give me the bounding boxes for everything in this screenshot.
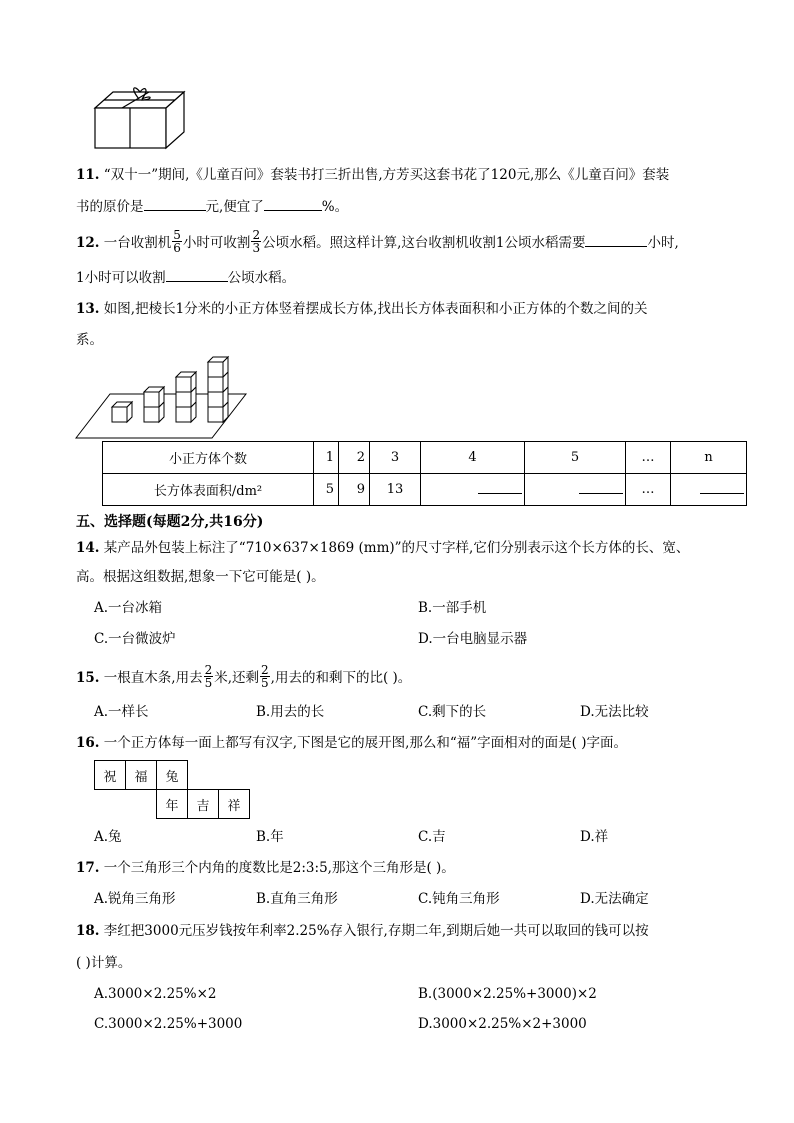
answer-cell-4[interactable] (421, 474, 525, 506)
question-17-line1 (76, 858, 455, 878)
table-cell: 5 (525, 442, 626, 474)
question-text: 一个正方体每一面上都写有汉字,下图是它的展开图,那么和“福”字面相对的面是( )字面。 (103, 735, 628, 751)
option-a[interactable]: A.锐角三角形 (94, 891, 176, 907)
net-face: 吉 (188, 790, 219, 819)
question-number: 11. (76, 167, 100, 183)
cube-front-face (176, 392, 191, 407)
question-15-line1 (76, 663, 412, 691)
cube-surface-area-table (102, 441, 747, 506)
option-b[interactable]: B.年 (256, 829, 284, 845)
question-text: 公顷水稻。 (227, 270, 296, 286)
answer-blank-original-price[interactable] (144, 196, 206, 211)
net-face: 祥 (219, 790, 250, 819)
question-text: 小时可收割 (182, 235, 251, 251)
option-d[interactable]: D.一台电脑显示器 (418, 631, 528, 647)
net-empty (126, 790, 157, 819)
question-number: 13. (76, 301, 100, 317)
table-row (103, 474, 747, 506)
net-face: 祝 (95, 761, 126, 790)
option-b[interactable]: B.用去的长 (256, 704, 325, 720)
option-b[interactable]: B.直角三角形 (256, 891, 338, 907)
question-18-line2 (76, 953, 131, 973)
answer-blank-discount-percent[interactable] (264, 196, 322, 211)
option-c[interactable]: C.3000×2.25%+3000 (94, 1016, 243, 1032)
question-text: ,用去的和剩下的比( )。 (270, 670, 412, 686)
table-cell: n (671, 442, 747, 474)
table-cell: 小正方体个数 (103, 442, 314, 474)
table-cell: … (626, 442, 671, 474)
question-number: 17. (76, 860, 100, 876)
fraction: $\frac{2}{3}$ (252, 228, 261, 255)
question-11-line2 (76, 196, 348, 217)
question-12-line1 (76, 228, 679, 256)
question-text: 公顷水稻。照这样计算,这台收割机收割1公顷水稻需要 (262, 235, 586, 251)
cube-front-face (144, 392, 159, 407)
net-face: 年 (157, 790, 188, 819)
table-row (95, 761, 250, 790)
option-d[interactable]: D.祥 (580, 829, 609, 845)
answer-blank-hours[interactable] (585, 232, 647, 247)
question-text: 系。 (76, 332, 103, 348)
option-a[interactable]: A.一样长 (94, 704, 149, 720)
cube-front-face (208, 407, 223, 422)
option-b[interactable]: B.(3000×2.25%+3000)×2 (418, 986, 597, 1002)
question-14-line2 (76, 567, 325, 587)
option-a[interactable]: A.3000×2.25%×2 (94, 986, 217, 1002)
question-text: 某产品外包装上标注了“710×637×1869 (mm)”的尺寸字样,它们分别表示这个长方体的长、宽、 (103, 540, 690, 556)
question-text: 元,便宜了 (205, 199, 264, 215)
answer-blank-hectares[interactable] (166, 267, 228, 282)
question-number: 14. (76, 540, 100, 556)
question-text: %。 (321, 199, 349, 215)
question-text: 如图,把棱长1分米的小正方体竖着摆成长方体,找出长方体表面积和小正方体的个数之间的关 (103, 301, 648, 317)
question-text: 1小时可以收割 (76, 270, 166, 286)
option-b[interactable]: B.一部手机 (418, 600, 487, 616)
gift-box-illustration (92, 84, 188, 150)
question-text: 米,还剩 (214, 670, 260, 686)
table-row (103, 442, 747, 474)
option-d[interactable]: D.无法确定 (580, 891, 649, 907)
option-a[interactable]: A.兔 (94, 829, 122, 845)
cube-front-face (176, 377, 191, 392)
fraction: $\frac{2}{5}$ (261, 663, 269, 690)
table-cell: … (626, 474, 671, 506)
net-empty (95, 790, 126, 819)
table-cell: 13 (370, 474, 421, 506)
cube-front-face (208, 362, 223, 377)
table-cell: 1 (314, 442, 339, 474)
question-14-line1 (76, 538, 689, 558)
option-c[interactable]: C.吉 (418, 829, 446, 845)
section-heading: 五、选择题(每题2分,共16分) (76, 514, 264, 530)
question-text: 书的原价是 (76, 199, 144, 215)
question-number: 18. (76, 923, 100, 939)
cube-front-face (208, 392, 223, 407)
option-a[interactable]: A.一台冰箱 (94, 600, 163, 616)
fraction: $\frac{5}{6}$ (173, 228, 181, 255)
option-d[interactable]: D.无法比较 (580, 704, 649, 720)
question-18-line1 (76, 921, 649, 941)
question-text: ( )计算。 (76, 955, 132, 971)
cube-front-face (208, 377, 223, 392)
option-c[interactable]: C.剩下的长 (418, 704, 487, 720)
question-13-line2 (76, 330, 103, 350)
table-cell: 9 (339, 474, 370, 506)
cube-net-diagram (94, 760, 250, 819)
question-12-line2 (76, 267, 295, 288)
question-text: 一个三角形三个内角的度数比是2:3:5,那这个三角形是( )。 (103, 860, 455, 876)
table-cell: 2 (339, 442, 370, 474)
question-text: 高。根据这组数据,想象一下它可能是( )。 (76, 569, 325, 585)
question-11-line1 (76, 165, 669, 185)
table-cell: 5 (314, 474, 339, 506)
option-d[interactable]: D.3000×2.25%×2+3000 (418, 1016, 587, 1032)
option-c[interactable]: C.一台微波炉 (94, 631, 176, 647)
question-number: 15. (76, 670, 100, 686)
table-cell: 3 (370, 442, 421, 474)
cube-front-face (176, 407, 191, 422)
question-text: 小时, (647, 235, 679, 251)
question-number: 12. (76, 235, 100, 251)
cube-front-face (144, 407, 159, 422)
option-c[interactable]: C.钝角三角形 (418, 891, 500, 907)
fraction: $\frac{2}{5}$ (204, 663, 213, 690)
cube-front-face (112, 407, 127, 422)
question-13-line1 (76, 299, 647, 319)
question-text: 一台收割机 (103, 235, 172, 251)
answer-cell-n[interactable] (671, 474, 747, 506)
question-text: “双十一”期间,《儿童百问》套装书打三折出售,方芳买这套书花了120元,那么《儿童百问》套装 (103, 167, 670, 183)
net-face: 兔 (157, 761, 188, 790)
net-empty (188, 761, 219, 790)
table-cell: 长方体表面积/dm² (103, 474, 314, 506)
question-16-line1 (76, 733, 627, 753)
net-empty (219, 761, 250, 790)
question-number: 16. (76, 735, 100, 751)
answer-cell-5[interactable] (525, 474, 626, 506)
table-cell: 4 (421, 442, 525, 474)
stacked-cubes-illustration (74, 352, 254, 440)
question-text: 一根直木条,用去 (103, 670, 203, 686)
net-face: 福 (126, 761, 157, 790)
question-text: 李红把3000元压岁钱按年利率2.25%存入银行,存期二年,到期后她一共可以取回的钱可以按 (103, 923, 649, 939)
table-row (95, 790, 250, 819)
